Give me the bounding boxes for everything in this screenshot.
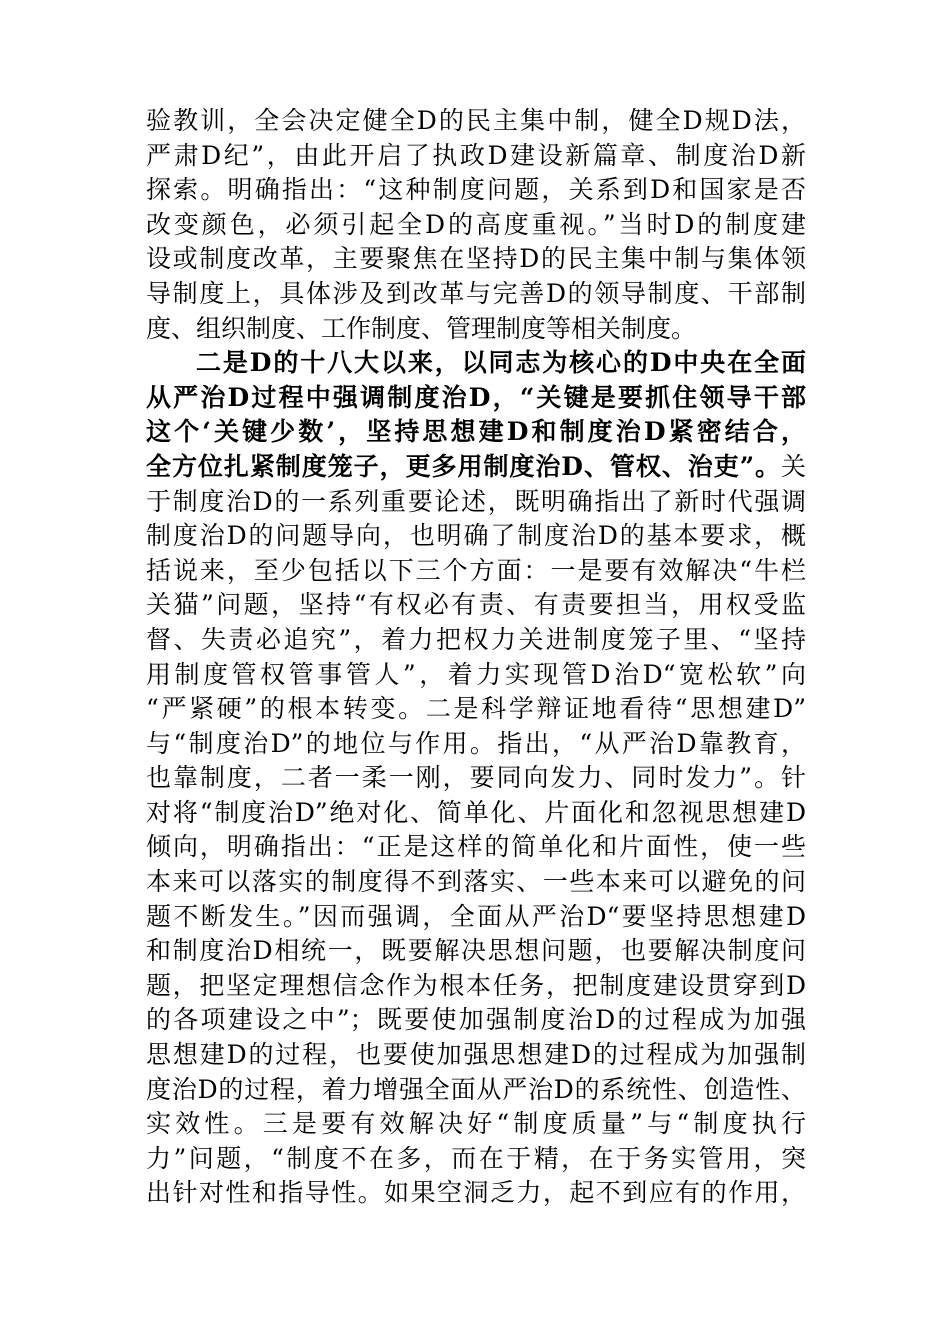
text-line: 关猫”问题，坚持“有权必有责、有责要担当，用权受监 [146,590,806,620]
text-line: 度、组织制度、工作制度、管理制度等相关制度。 [146,313,697,343]
text-line: 题，把坚定理想信念作为根本任务，把制度建设贯穿到D [146,970,806,1000]
text-line: 和制度治D相统一，既要解决思想问题，也要解决制度问 [146,936,806,966]
text-line: 探索。明确指出：“这种制度问题，关系到D和国家是否 [146,175,806,205]
text-line: 的各项建设之中”；既要使加强制度治D的过程成为加强 [146,1005,806,1035]
text-line: 对将“制度治D”绝对化、简单化、片面化和忽视思想建D [146,797,806,827]
text-line: 用制度管权管事管人”，着力实现管D治D“宽松软”向 [146,659,806,689]
text-line: 于制度治D的一系列重要论述，既明确指出了新时代强调 [146,486,806,516]
text-line: “严紧硬”的根本转变。二是科学辩证地看待“思想建D” [146,694,806,724]
text-line: 与“制度治D”的地位与作用。指出，“从严治D靠教育， [146,728,806,758]
text-line: 验教训，全会决定健全D的民主集中制，健全D规D法， [146,106,806,135]
text-line: 督、失责必追究”，着力把权力关进制度笼子里、“坚持 [146,624,806,654]
bold-text-line: 从严治D过程中强调制度治D，“关键是要抓住领导干部 [146,382,806,412]
text-line: 导制度上，具体涉及到改革与完善D的领导制度、干部制 [146,278,806,308]
text-line: 本来可以落实的制度得不到落实、一些本来可以避免的问 [146,867,806,897]
text-line: 倾向，明确指出：“正是这样的简单化和片面性，使一些 [146,832,806,862]
text-line: 严肃D纪”，由此开启了执政D建设新篇章、制度治D新 [146,140,806,170]
mixed-text-line [146,450,806,485]
text-line: 出针对性和指导性。如果空洞乏力，起不到应有的作用， [146,1178,806,1208]
text-line: 实效性。三是要有效解决好“制度质量”与“制度执行 [146,1109,806,1139]
text-line: 改变颜色，必须引起全D的高度重视。”当时D的制度建 [146,209,806,239]
text-line: 括说来，至少包括以下三个方面：一是要有效解决“牛栏 [146,555,806,585]
bold-text-line: 二是D的十八大以来，以同志为核心的D中央在全面 [196,348,806,378]
document-body [146,104,806,1211]
text-line: 也靠制度，二者一柔一刚，要同向发力、同时发力”。针 [146,763,806,793]
text-line: 力”问题，“制度不在多，而在于精，在于务实管用，突 [146,1143,806,1173]
bold-text-segment: 全方位扎紧制度笼子，更多用制度治D、管权、治吏”。 [146,451,781,481]
bold-text-line: 这个‘关键少数’，坚持思想建D和制度治D紧密结合， [146,417,806,447]
text-line: 设或制度改革，主要聚焦在坚持D的民主集中制与集体领 [146,244,806,274]
text-line: 题不断发生。”因而强调，全面从严治D“要坚持思想建D [146,901,806,931]
text-line: 度治D的过程，着力增强全面从严治D的系统性、创造性、 [146,1074,806,1104]
text-segment: 关 [780,451,806,481]
text-line: 制度治D的问题导向，也明确了制度治D的基本要求，概 [146,521,806,551]
text-line: 思想建D的过程，也要使加强思想建D的过程成为加强制 [146,1040,806,1070]
